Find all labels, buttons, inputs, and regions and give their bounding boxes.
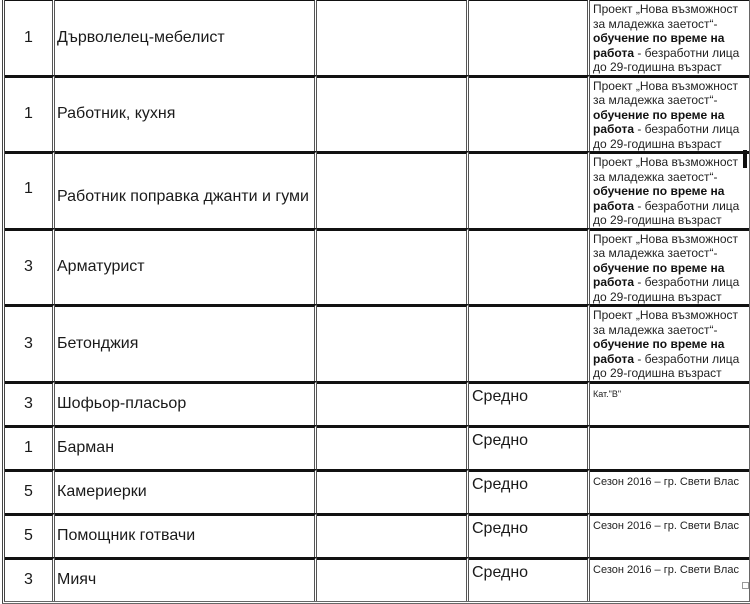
table-row: [5, 557, 749, 601]
table-row: [5, 228, 749, 305]
note-bold-text: обучение по време на работа: [593, 337, 725, 366]
note-cell: Сезон 2016 – гр. Свети Влас: [590, 513, 749, 557]
note-cell: [590, 228, 749, 305]
note-text: Проект „Нова възможност за младежка заетост“-: [593, 231, 739, 260]
note-cell: Сезон 2016 – гр. Свети Влас: [590, 469, 749, 513]
education-cell: Средно: [469, 469, 590, 513]
education-cell: Средно: [469, 381, 590, 425]
empty-cell: [317, 75, 469, 152]
note-cell: [590, 151, 749, 228]
text-cursor-mark: [743, 150, 747, 168]
table-resize-handle[interactable]: [742, 582, 749, 589]
quantity-cell: 1: [5, 151, 55, 228]
education-cell: Средно: [469, 513, 590, 557]
note-cell: [590, 0, 749, 75]
note-text: Проект „Нова възможност за младежка заетост“-: [593, 155, 739, 184]
education-cell: [469, 228, 590, 305]
note-bold-text: обучение по време на работа: [593, 260, 725, 289]
empty-cell: [317, 425, 469, 469]
position-cell: Мияч: [55, 557, 317, 601]
table-row: [5, 304, 749, 381]
education-cell: [469, 304, 590, 381]
quantity-cell: 3: [5, 381, 55, 425]
table-row: [5, 151, 749, 228]
education-cell: Средно: [469, 425, 590, 469]
table-row: [5, 425, 749, 469]
table-row: [5, 469, 749, 513]
position-cell: Камериерки: [55, 469, 317, 513]
empty-cell: [317, 151, 469, 228]
table-row: [5, 75, 749, 152]
table-row: [5, 0, 749, 75]
education-cell: [469, 151, 590, 228]
quantity-cell: 3: [5, 228, 55, 305]
empty-cell: [317, 228, 469, 305]
empty-cell: [317, 381, 469, 425]
position-cell: Работник поправка джанти и гуми: [55, 151, 317, 228]
note-cell: Кат."В": [590, 381, 749, 425]
note-cell: [590, 75, 749, 152]
position-cell: Барман: [55, 425, 317, 469]
quantity-cell: 1: [5, 0, 55, 75]
note-cell: Сезон 2016 – гр. Свети Влас: [590, 557, 749, 601]
education-cell: [469, 0, 590, 75]
note-text: Проект „Нова възможност за младежка заетост“-: [593, 308, 739, 337]
note-text-tail: - безработни лица до 29-годишна възраст: [593, 45, 740, 74]
quantity-cell: 5: [5, 469, 55, 513]
position-cell: Дърволелец-мебелист: [55, 0, 317, 75]
note-text: Проект „Нова възможност за младежка заетост“-: [593, 78, 739, 107]
empty-cell: [317, 304, 469, 381]
position-cell: Помощник готвачи: [55, 513, 317, 557]
position-cell: Арматурист: [55, 228, 317, 305]
note-cell: [590, 304, 749, 381]
note-bold-text: обучение по време на работа: [593, 107, 725, 136]
note-bold-text: обучение по време на работа: [593, 31, 725, 60]
note-cell: [590, 425, 749, 469]
quantity-cell: 1: [5, 425, 55, 469]
table-row: [5, 513, 749, 557]
note-text-tail: - безработни лица до 29-годишна възраст: [593, 351, 740, 380]
job-vacancies-table: [2, 0, 750, 604]
note-text-tail: - безработни лица до 29-годишна възраст: [593, 122, 740, 151]
position-cell: Шофьор-пласьор: [55, 381, 317, 425]
note-bold-text: обучение по време на работа: [593, 184, 725, 213]
education-cell: Средно: [469, 557, 590, 601]
note-text-tail: - безработни лица до 29-годишна възраст: [593, 198, 740, 227]
empty-cell: [317, 557, 469, 601]
table-row: [5, 381, 749, 425]
empty-cell: [317, 0, 469, 75]
education-cell: [469, 75, 590, 152]
quantity-cell: 3: [5, 304, 55, 381]
quantity-cell: 1: [5, 75, 55, 152]
quantity-cell: 5: [5, 513, 55, 557]
position-cell: Работник, кухня: [55, 75, 317, 152]
quantity-cell: 3: [5, 557, 55, 601]
position-cell: Бетонджия: [55, 304, 317, 381]
note-text-tail: - безработни лица до 29-годишна възраст: [593, 275, 740, 304]
note-text: Проект „Нова възможност за младежка заетост“-: [593, 2, 739, 31]
empty-cell: [317, 513, 469, 557]
empty-cell: [317, 469, 469, 513]
